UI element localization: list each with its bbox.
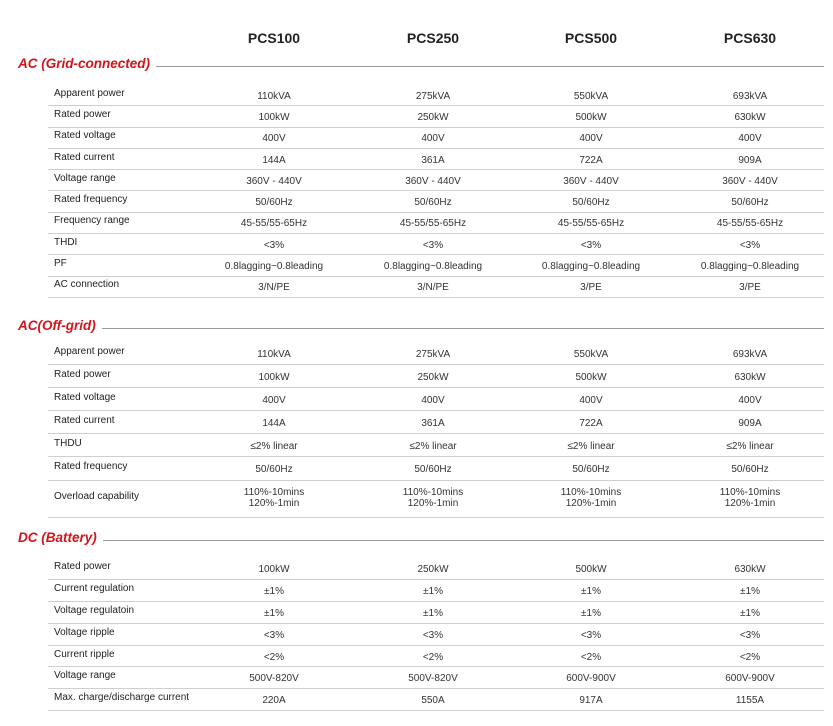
- column-header-pcs250: PCS250: [406, 30, 460, 46]
- cell-value: 50/60Hz: [731, 464, 769, 476]
- table-row: [48, 341, 824, 365]
- row-label: THDI: [54, 236, 78, 248]
- cell-value: 400V: [738, 133, 762, 145]
- cell-value: <3%: [263, 239, 285, 251]
- cell-value: 909A: [738, 417, 762, 429]
- section-title: AC (Grid-connected): [18, 56, 156, 71]
- cell-value: 250kW: [417, 111, 449, 123]
- cell-value: <3%: [739, 239, 761, 251]
- row-label: Rated voltage: [54, 391, 116, 403]
- cell-value: 600V-900V: [725, 673, 775, 685]
- table-row: [48, 191, 824, 213]
- cell-value: 3/N/PE: [258, 282, 290, 294]
- cell-value: 550kVA: [573, 348, 609, 360]
- row-label: Rated power: [54, 108, 111, 120]
- cell-value: 600V-900V: [566, 673, 616, 685]
- cell-value: 0.8lagging~0.8leading: [383, 261, 483, 273]
- row-label: Apparent power: [54, 87, 125, 99]
- cell-value: <3%: [422, 629, 444, 641]
- table-row: [48, 688, 824, 711]
- cell-value: 360V - 440V: [722, 175, 778, 187]
- cell-value: <3%: [422, 239, 444, 251]
- cell-value: <2%: [739, 651, 761, 663]
- cell-line: 120%-1min: [565, 498, 617, 510]
- table-row: [48, 387, 824, 411]
- cell-line: 120%-1min: [248, 498, 300, 510]
- table-row: [48, 557, 824, 580]
- cell-value: <2%: [580, 651, 602, 663]
- cell-value: [199, 487, 349, 509]
- cell-value: 110kVA: [257, 90, 291, 102]
- cell-value: 917A: [579, 695, 603, 707]
- table-row: [48, 623, 824, 646]
- cell-value: 3/N/PE: [417, 282, 449, 294]
- cell-line: 110%-10mins: [243, 487, 305, 499]
- cell-value: 275kVA: [415, 90, 451, 102]
- row-label: Rated frequency: [54, 461, 128, 473]
- cell-value: 50/60Hz: [572, 197, 610, 209]
- cell-value: 144A: [262, 417, 286, 429]
- cell-value: 500V-820V: [249, 673, 299, 685]
- cell-value: 3/PE: [580, 282, 602, 294]
- cell-value: ±1%: [581, 585, 601, 597]
- cell-value: ±1%: [423, 585, 443, 597]
- cell-value: ≤2% linear: [250, 440, 298, 452]
- row-label: Rated current: [54, 414, 115, 426]
- row-label: Voltage ripple: [54, 626, 115, 638]
- cell-value: ±1%: [740, 585, 760, 597]
- table-row: [48, 212, 824, 234]
- cell-value: 630kW: [734, 563, 766, 575]
- cell-value: 100kW: [258, 563, 290, 575]
- cell-value: 550kVA: [573, 90, 609, 102]
- cell-value: 0.8lagging~0.8leading: [224, 261, 324, 273]
- cell-value: ±1%: [740, 607, 760, 619]
- cell-value: 0.8lagging~0.8leading: [541, 261, 641, 273]
- section-divider: [18, 540, 824, 541]
- cell-value: 400V: [579, 394, 603, 406]
- cell-value: 400V: [738, 394, 762, 406]
- row-label: Rated voltage: [54, 130, 116, 142]
- cell-value: 45-55/55-65Hz: [240, 218, 308, 230]
- cell-value: 50/60Hz: [255, 464, 293, 476]
- cell-value: 360V - 440V: [246, 175, 302, 187]
- cell-value: [516, 487, 666, 509]
- cell-value: 50/60Hz: [414, 197, 452, 209]
- cell-value: ±1%: [264, 607, 284, 619]
- row-label: Rated power: [54, 560, 111, 572]
- table-row: [48, 433, 824, 457]
- cell-value: 400V: [421, 133, 445, 145]
- cell-value: 1155A: [735, 695, 765, 707]
- cell-value: 400V: [262, 133, 286, 145]
- cell-value: 144A: [262, 154, 286, 166]
- cell-value: 50/60Hz: [414, 464, 452, 476]
- table-row: [48, 276, 824, 298]
- cell-value: <3%: [263, 629, 285, 641]
- cell-value: 250kW: [417, 563, 449, 575]
- row-label: Current ripple: [54, 648, 115, 660]
- row-label: Rated frequency: [54, 194, 128, 206]
- table-row: [48, 169, 824, 191]
- cell-value: 360V - 440V: [563, 175, 619, 187]
- row-label: THDU: [54, 437, 82, 449]
- cell-value: 3/PE: [739, 282, 761, 294]
- row-label: Rated power: [54, 368, 111, 380]
- section-title: AC(Off-grid): [18, 318, 102, 333]
- row-label: Apparent power: [54, 345, 125, 357]
- row-label: Voltage range: [54, 670, 116, 682]
- cell-value: 45-55/55-65Hz: [399, 218, 467, 230]
- row-label: AC connection: [54, 279, 120, 291]
- row-label: Overload capability: [54, 491, 140, 503]
- table-row: [48, 233, 824, 255]
- column-header-pcs100: PCS100: [247, 30, 301, 46]
- cell-value: 693kVA: [732, 348, 768, 360]
- cell-value: ≤2% linear: [726, 440, 774, 452]
- row-label: PF: [54, 258, 67, 270]
- row-label: Rated current: [54, 151, 115, 163]
- table-row: [48, 84, 824, 106]
- row-label: Voltage range: [54, 172, 116, 184]
- cell-value: 250kW: [417, 371, 449, 383]
- cell-value: 500kW: [575, 371, 607, 383]
- cell-value: 722A: [579, 417, 603, 429]
- cell-value: ≤2% linear: [409, 440, 457, 452]
- cell-value: 45-55/55-65Hz: [716, 218, 784, 230]
- row-label: Current regulation: [54, 582, 135, 594]
- cell-value: 50/60Hz: [255, 197, 293, 209]
- section-title: DC (Battery): [18, 530, 103, 545]
- cell-value: <2%: [422, 651, 444, 663]
- cell-value: 275kVA: [415, 348, 451, 360]
- cell-value: 361A: [421, 154, 445, 166]
- cell-line: 120%-1min: [724, 498, 776, 510]
- table-row: [48, 254, 824, 276]
- cell-value: [358, 487, 508, 509]
- cell-value: 360V - 440V: [405, 175, 461, 187]
- table-row: [48, 127, 824, 149]
- cell-value: 110kVA: [257, 348, 291, 360]
- cell-value: 550A: [421, 695, 445, 707]
- row-label: Frequency range: [54, 215, 130, 227]
- cell-value: 909A: [738, 154, 762, 166]
- table-row: [48, 105, 824, 127]
- cell-value: 400V: [421, 394, 445, 406]
- cell-line: 120%-1min: [407, 498, 459, 510]
- section-divider: [18, 328, 824, 329]
- cell-value: 722A: [579, 154, 603, 166]
- cell-value: 400V: [262, 394, 286, 406]
- table-row: [48, 645, 824, 668]
- cell-value: 220A: [262, 695, 286, 707]
- cell-value: ≤2% linear: [567, 440, 615, 452]
- cell-value: ±1%: [423, 607, 443, 619]
- table-row: [48, 410, 824, 434]
- column-header-pcs500: PCS500: [564, 30, 618, 46]
- cell-value: <3%: [739, 629, 761, 641]
- cell-value: 50/60Hz: [572, 464, 610, 476]
- cell-value: ±1%: [581, 607, 601, 619]
- cell-value: [675, 487, 825, 509]
- cell-value: 361A: [421, 417, 445, 429]
- table-row: [48, 148, 824, 170]
- table-row: [48, 579, 824, 602]
- cell-value: 100kW: [258, 111, 290, 123]
- table-row: [48, 667, 824, 690]
- table-row: [48, 480, 824, 518]
- cell-line: 110%-10mins: [560, 487, 622, 499]
- cell-value: 500V-820V: [408, 673, 458, 685]
- row-label: Voltage regulatoin: [54, 604, 135, 616]
- cell-line: 110%-10mins: [402, 487, 464, 499]
- column-header-pcs630: PCS630: [723, 30, 777, 46]
- cell-value: 630kW: [734, 371, 766, 383]
- cell-value: 400V: [579, 133, 603, 145]
- cell-value: 500kW: [575, 111, 607, 123]
- table-row: [48, 601, 824, 624]
- table-row: [48, 364, 824, 388]
- cell-line: 110%-10mins: [719, 487, 781, 499]
- cell-value: 500kW: [575, 563, 607, 575]
- cell-value: 45-55/55-65Hz: [557, 218, 625, 230]
- cell-value: 0.8lagging~0.8leading: [700, 261, 800, 273]
- row-label: Max. charge/discharge current: [54, 692, 190, 704]
- cell-value: <2%: [263, 651, 285, 663]
- cell-value: 630kW: [734, 111, 766, 123]
- cell-value: 100kW: [258, 371, 290, 383]
- cell-value: <3%: [580, 629, 602, 641]
- cell-value: 693kVA: [732, 90, 768, 102]
- cell-value: <3%: [580, 239, 602, 251]
- cell-value: 50/60Hz: [731, 197, 769, 209]
- cell-value: ±1%: [264, 585, 284, 597]
- table-row: [48, 457, 824, 481]
